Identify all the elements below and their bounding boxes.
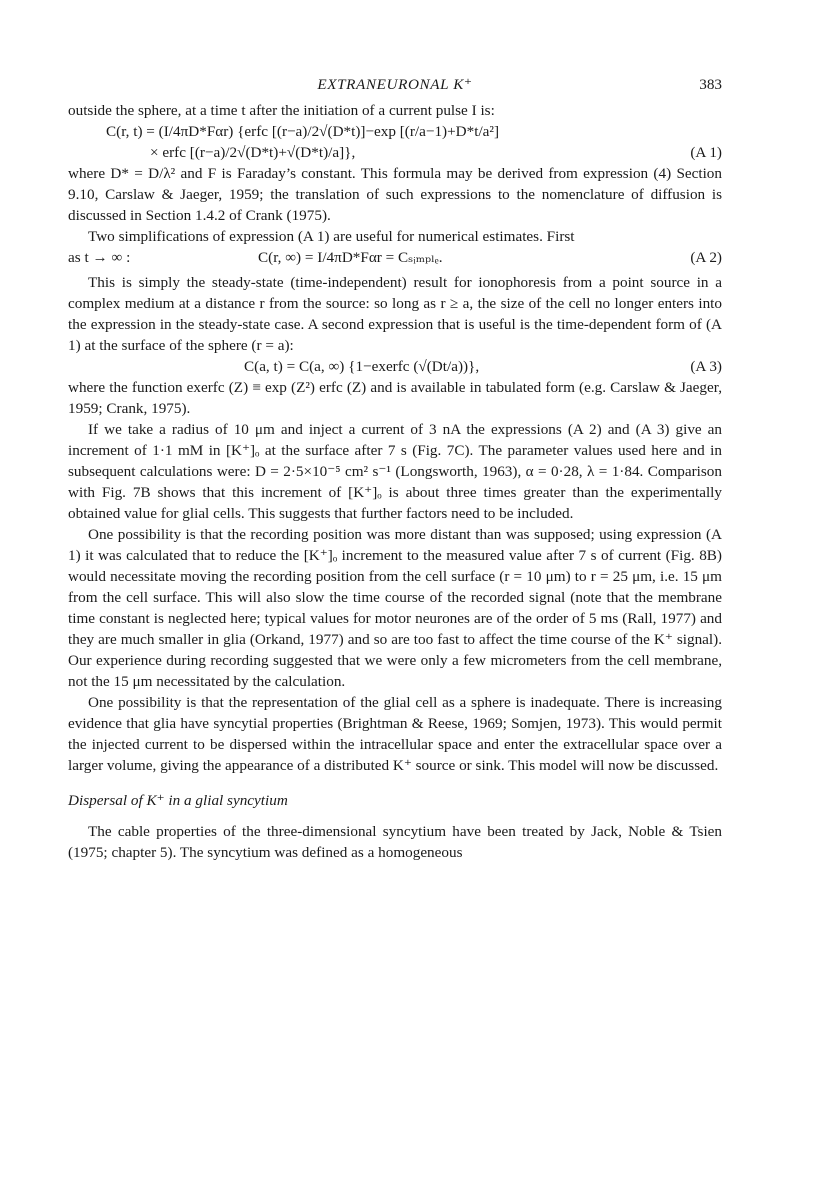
equation-a1-body2: × erfc [(r−a)/2√(D*t)+√(D*t)/a]},	[150, 144, 356, 161]
page	[68, 74, 722, 863]
equation-a2-number: (A 2)	[690, 249, 722, 266]
section-heading: Dispersal of K⁺ in a glial syncytium	[68, 792, 288, 809]
equation-a1-body1: C(r, t) = (I/4πD*Fαr) {erfc [(r−a)/2√(D*t)]−exp [(r/a−1)+D*t/a²]	[106, 123, 500, 140]
equation-a2	[68, 247, 722, 268]
paragraph-recording-position: One possibility is that the recording position was more distant than was supposed; using expression (A 1) it was calculated that to reduce the [K⁺]ₒ increment to the measured value after 7 s of current (Fig. 8B) would necessitate moving the recording position from the cell surface (r = 10 μm) to r = 25 μm, i.e. 15 μm from the cell surface. This will also slow the time course of the recorded signal (note that the membrane time constant is neglected here; typical values for motor neurones are of the order of 5 ms (Rall, 1977) and they are much smaller in glia (Orkand, 1977) and so are too fast to affect the time course of the K⁺ signal). Our experience during recording suggested that we were only a few micrometers from the cell membrane, not the 15 μm necessitated by the calculation.	[68, 526, 722, 690]
running-title: EXTRANEURONAL K⁺	[317, 76, 473, 93]
paragraph-cable: The cable properties of the three-dimensional syncytium have been treated by Jack, Noble & Tsien (1975; chapter 5). The syncytium was defined as a homogeneous	[68, 823, 722, 861]
equation-a3-body: C(a, t) = C(a, ∞) {1−exerfc (√(Dt/a))},	[244, 358, 480, 375]
paragraph-steady-state: This is simply the steady-state (time-independent) result for ionophoresis from a point source in a complex medium at a distance r from the source: so long as r ≥ a, the size of the cell no longer enters into the expression in the steady-state case. A second expression that is useful is the time-dependent form of (A 1) at the surface of the sphere (r = a):	[68, 274, 722, 354]
equation-a1-line1	[68, 121, 722, 142]
equation-a3-number: (A 3)	[690, 358, 722, 375]
paragraph-radius: If we take a radius of 10 μm and inject a current of 3 nA the expressions (A 2) and (A 3) give an increment of 1·1 mM in [K⁺]ₒ at the surface after 7 s (Fig. 7C). The parameter values used here and in subsequent calculations were: D = 2·5×10⁻⁵ cm² s⁻¹ (Longsworth, 1963), α = 0·28, λ = 1·84. Comparison with Fig. 7B shows that this increment of [K⁺]ₒ is about three times greater than the experimentally obtained value for glial cells. This suggests that further factors need to be included.	[68, 421, 722, 522]
page-number: 383	[699, 76, 722, 93]
paragraph-intro: outside the sphere, at a time t after the initiation of a current pulse I is:	[68, 102, 495, 119]
equation-a2-body: C(r, ∞) = I/4πD*Fαr = Cₛᵢₘₚₗₑ.	[258, 249, 443, 266]
paragraph-syncytial: One possibility is that the representation of the glial cell as a sphere is inadequate. There is increasing evidence that glia have syncytial properties (Brightman & Reese, 1969; Somjen, 1973). This would permit the injected current to be dispersed within the intracellular space and enter the extracellular space over a larger volume, giving the appearance of a distributed K⁺ source or sink. This model will now be discussed.	[68, 694, 722, 774]
paragraph-simplifications: Two simplifications of expression (A 1) are useful for numerical estimates. First	[88, 228, 575, 245]
equation-a2-lead: as t → ∞ :	[68, 249, 131, 266]
running-header	[68, 74, 722, 100]
equation-a1-line2	[68, 142, 722, 163]
paragraph-exerfc: where the function exerfc (Z) ≡ exp (Z²) erfc (Z) and is available in tabulated form (e.g. Carslaw & Jaeger, 1959; Crank, 1975).	[68, 379, 722, 417]
equation-a3	[68, 356, 722, 377]
equation-a1-number: (A 1)	[690, 144, 722, 161]
paragraph-dstar: where D* = D/λ² and F is Faraday’s constant. This formula may be derived from expression (4) Section 9.10, Carslaw & Jaeger, 1959; the translation of such expressions to the nomenclature of diffusion is discussed in Section 1.4.2 of Crank (1975).	[68, 165, 722, 224]
